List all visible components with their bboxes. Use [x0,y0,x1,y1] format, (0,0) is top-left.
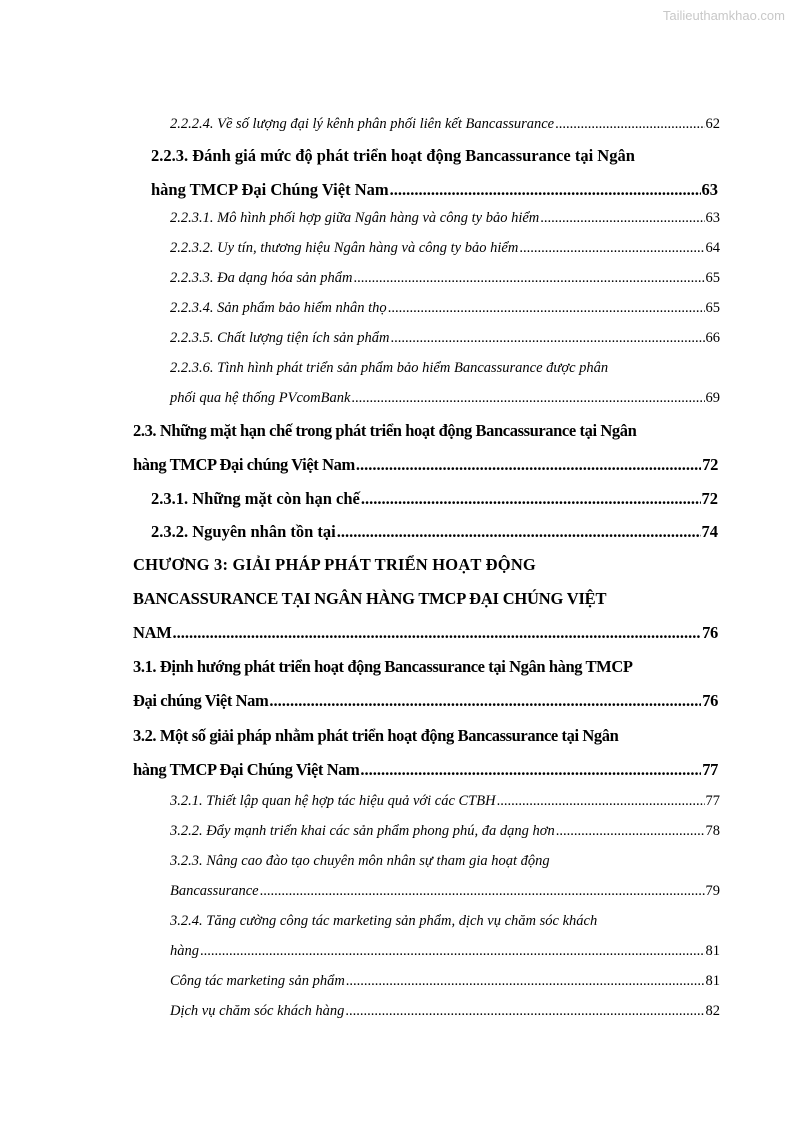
toc-leader-dots [269,691,701,711]
toc-entry[interactable] [170,116,720,133]
toc-entry-title: Công tác marketing sản phẩm [170,973,345,989]
toc-page-number: 63 [701,180,718,199]
toc-leader-dots [540,210,704,227]
toc-page-number: 81 [705,973,720,989]
toc-page-number: 78 [705,823,720,839]
toc-entry[interactable] [170,823,720,840]
toc-entry[interactable] [151,522,718,542]
toc-entry[interactable] [170,210,720,227]
toc-entry-title: hàng TMCP Đại chúng Việt Nam [133,455,355,474]
toc-entry[interactable] [170,1003,720,1020]
toc-entry-title-line: 2.2.3. Đánh giá mức độ phát triển hoạt động Bancassurance tại Ngân [151,146,635,165]
toc-entry-title: 2.2.3.2. Uy tín, thương hiệu Ngân hàng và công ty bảo hiểm [170,240,519,256]
toc-leader-dots [390,330,704,347]
toc-page-number: 76 [702,691,718,710]
toc-entry-title: 3.2.1. Thiết lập quan hệ hợp tác hiệu quả với các CTBH [170,793,496,809]
toc-entry-title-line: BANCASSURANCE TẠI NGÂN HÀNG TMCP ĐẠI CHÚNG VIỆT [133,589,607,608]
toc-entry[interactable] [170,330,720,347]
toc-entry-title: hàng TMCP Đại Chúng Việt Nam [133,760,360,779]
toc-entry[interactable] [151,180,718,200]
toc-entry-title: Dịch vụ chăm sóc khách hàng [170,1003,345,1019]
toc-page-number: 62 [705,116,720,132]
toc-entry-title: 2.2.2.4. Về số lượng đại lý kênh phân phối liên kết Bancassurance [170,116,555,132]
toc-leader-dots [200,943,705,960]
toc-leader-dots [173,623,702,643]
toc-entry-title-line: 3.2. Một số giải pháp nhằm phát triển hoạt động Bancassurance tại Ngân [133,726,619,745]
toc-entry-title-line: 3.2.4. Tăng cường công tác marketing sản phẩm, dịch vụ chăm sóc khách [170,913,598,929]
toc-entry-title: hàng TMCP Đại Chúng Việt Nam [151,180,389,199]
toc-entry-title: 2.2.3.4. Sản phẩm bảo hiểm nhân thọ [170,300,387,316]
toc-entry-title-line: CHƯƠNG 3: GIẢI PHÁP PHÁT TRIỂN HOẠT ĐỘNG [133,555,536,574]
toc-page-number: 76 [702,623,718,642]
toc-entry[interactable] [151,489,718,509]
toc-page-number: 65 [705,270,720,286]
toc-entry-title-line: 3.1. Định hướng phát triển hoạt động Bancassurance tại Ngân hàng TMCP [133,657,633,676]
toc-entry-title: 2.3.1. Những mặt còn hạn chế [151,489,360,508]
toc-leader-dots [555,116,704,133]
toc-entry[interactable] [133,455,718,475]
toc-page-number: 66 [705,330,720,346]
toc-page-number: 65 [705,300,720,316]
toc-entry-title: 3.2.2. Đẩy mạnh triển khai các sản phẩm phong phú, đa dạng hơn [170,823,555,839]
toc-page-number: 81 [705,943,720,959]
toc-entry[interactable] [170,943,720,960]
toc-entry-title: 2.2.3.1. Mô hình phối hợp giữa Ngân hàng và công ty bảo hiểm [170,210,540,226]
toc-page-number: 82 [705,1003,720,1019]
toc-leader-dots [351,390,704,407]
toc-leader-dots [390,180,701,200]
toc-page-number: 69 [705,390,720,406]
toc-entry[interactable] [170,270,720,287]
toc-entry[interactable] [133,623,718,643]
toc-leader-dots [388,300,705,317]
toc-entry[interactable] [133,760,718,780]
toc-entry[interactable] [170,793,720,810]
toc-entry-title: 2.2.3.3. Đa dạng hóa sản phẩm [170,270,353,286]
toc-page-number: 64 [705,240,720,256]
toc-leader-dots [360,760,701,780]
toc-leader-dots [519,240,704,257]
toc-leader-dots [361,489,701,509]
toc-leader-dots [337,522,701,542]
toc-entry[interactable] [170,883,720,900]
toc-page-number: 63 [705,210,720,226]
toc-leader-dots [353,270,704,287]
toc-page-number: 72 [701,489,718,508]
toc-entry-title: phối qua hệ thống PVcomBank [170,390,351,406]
toc-entry-title-line: 2.2.3.6. Tình hình phát triển sản phẩm bảo hiểm Bancassurance được phân [170,360,609,376]
toc-page-number: 72 [702,455,718,474]
toc-entry-title: 2.3.2. Nguyên nhân tồn tại [151,522,336,541]
toc-entry[interactable] [170,300,720,317]
toc-leader-dots [497,793,705,810]
toc-leader-dots [556,823,705,840]
toc-entry[interactable] [170,240,720,257]
toc-page-number: 77 [705,793,720,809]
toc-page-number: 79 [705,883,720,899]
toc-entry-title: NAM [133,623,172,642]
watermark: Tailieuthamkhao.com [662,8,785,23]
toc-entry-title-line: 3.2.3. Nâng cao đào tạo chuyên môn nhân sự tham gia hoạt động [170,853,550,869]
toc-entry-title-line: 2.3. Những mặt hạn chế trong phát triển hoạt động Bancassurance tại Ngân [133,421,637,440]
toc-entry-title: Đại chúng Việt Nam [133,691,269,710]
toc-page-number: 77 [702,760,718,779]
toc-entry[interactable] [170,390,720,407]
toc-leader-dots [356,455,701,475]
toc-entry-title: Bancassurance [170,883,259,899]
toc-leader-dots [346,973,705,990]
toc-entry[interactable] [170,973,720,990]
toc-leader-dots [345,1003,704,1020]
toc-entry-title: hàng [170,943,199,959]
toc-entry-title: 2.2.3.5. Chất lượng tiện ích sản phẩm [170,330,390,346]
toc-entry[interactable] [133,691,718,711]
toc-leader-dots [260,883,705,900]
toc-page-number: 74 [701,522,718,541]
